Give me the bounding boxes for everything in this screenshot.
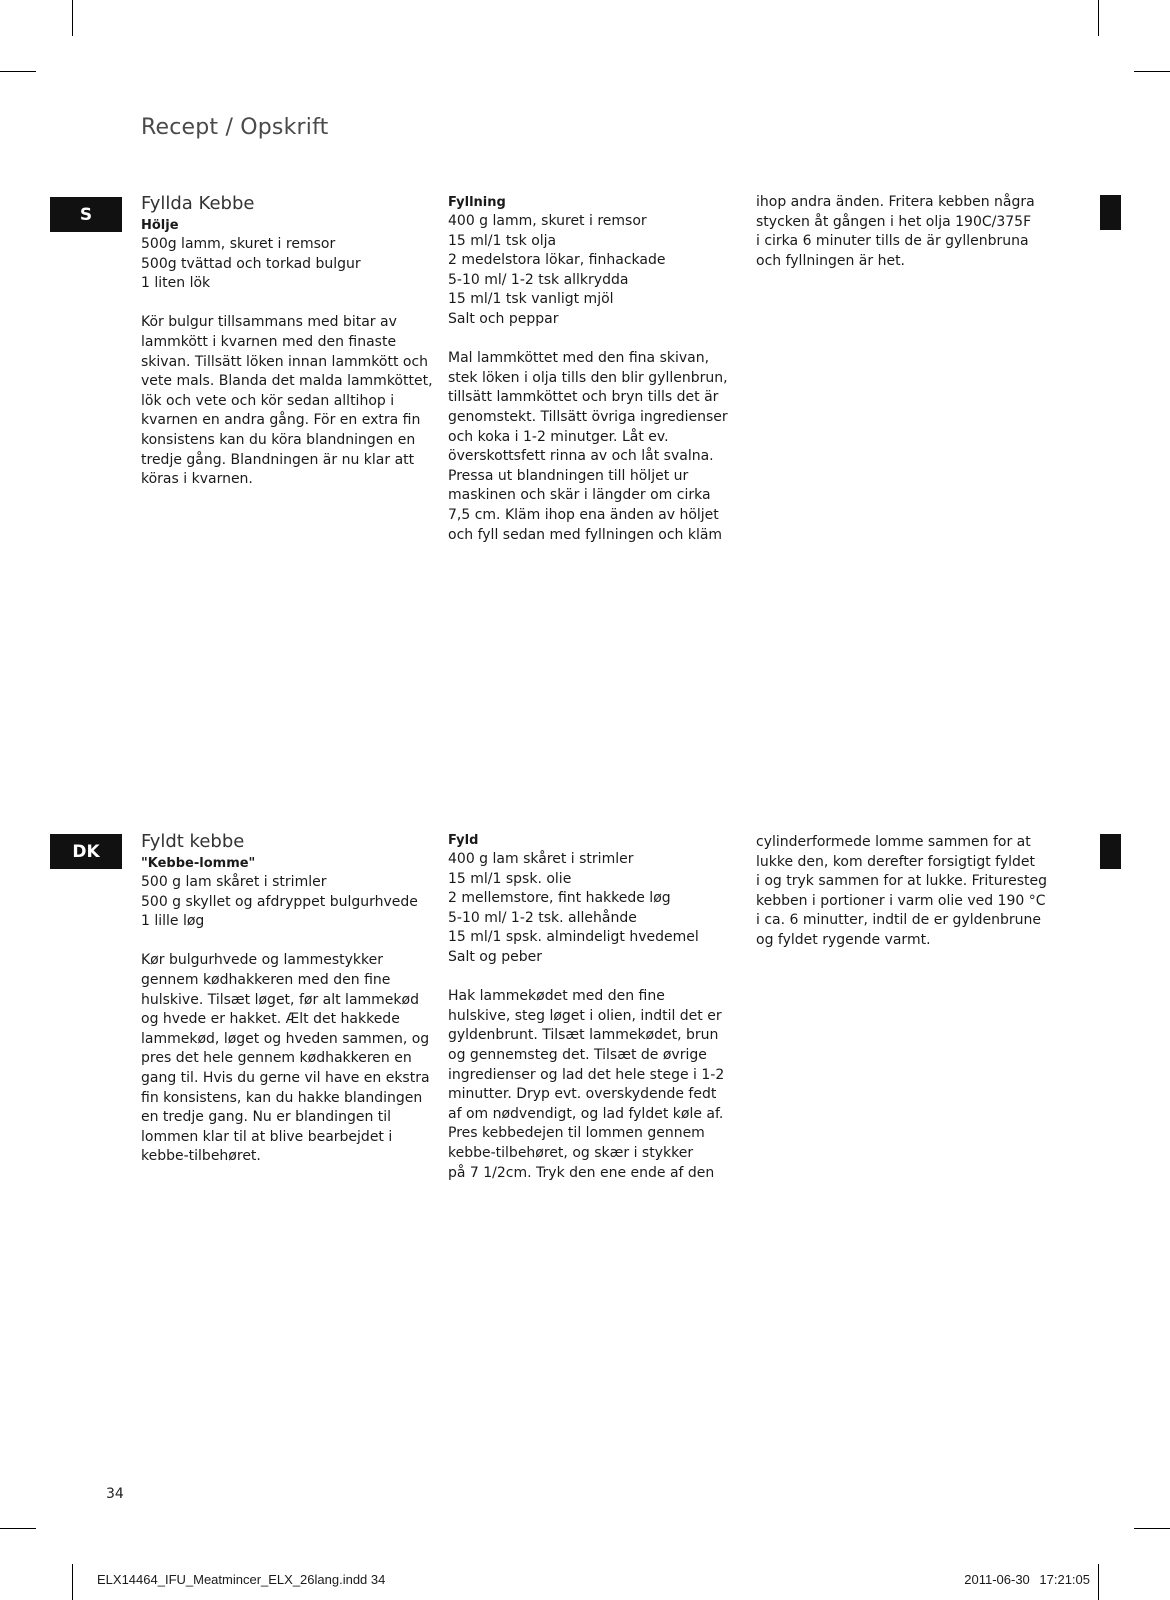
method-text	[448, 987, 725, 1183]
language-code: S	[79, 204, 93, 225]
text-line: lukke den, kom derefter forsigtigt fyldet	[756, 853, 1036, 870]
text-line: Kör bulgur tillsammans med bitar av	[141, 314, 397, 331]
text-line: 15 ml/1 spsk. olie	[448, 870, 572, 887]
text-line: Kør bulgurhvede og lammestykker	[141, 952, 384, 969]
text-line: skivan. Tillsätt löken innan lammkött och	[141, 353, 429, 370]
crop-mark	[1098, 1564, 1099, 1600]
text-line: köras i kvarnen.	[141, 471, 253, 488]
text-line: lommen klar til at blive bearbejdet i	[141, 1128, 393, 1145]
crop-mark	[0, 1528, 36, 1529]
text-line: lammekød, løget og hveden sammen, og	[141, 1030, 430, 1047]
text-line: konsistens kan du köra blandningen en	[141, 431, 416, 448]
ingredient-list	[141, 235, 411, 294]
text-line: 15 ml/1 tsk olja	[448, 232, 557, 249]
text-line: tredje gång. Blandningen är nu klar att	[141, 451, 415, 468]
recipe-title: Fyllda Kebbe	[141, 193, 255, 214]
text-line: ingredienser og lad det hele stege i 1-2	[448, 1066, 725, 1083]
crop-mark	[72, 1564, 73, 1600]
text-line: kebbe-tilbehøret.	[141, 1148, 261, 1165]
text-line: og gennemsteg det. Tilsæt de øvrige	[448, 1046, 707, 1063]
text-line: kvarnen en andra gång. För en extra fin	[141, 412, 421, 429]
text-line: Salt och peppar	[448, 310, 559, 327]
text-line: lammkött i kvarnen med den finaste	[141, 333, 397, 350]
text-line: en tredje gang. Nu er blandingen til	[141, 1109, 392, 1126]
method-text	[448, 349, 728, 545]
crop-mark	[1098, 0, 1099, 36]
language-tab-s	[50, 197, 122, 232]
text-line: fin konsistens, kan du hakke blandingen	[141, 1089, 423, 1106]
text-line: genomstekt. Tillsätt övriga ingredienser	[448, 408, 728, 425]
text-line: gennem kødhakkeren med den fine	[141, 971, 391, 988]
crop-mark	[1134, 1528, 1170, 1529]
recipe-column-1	[141, 192, 433, 490]
text-line: Pres kebbedejen til lommen gennem	[448, 1125, 705, 1142]
text-line: på 7 1/2cm. Tryk den ene ende af den	[448, 1164, 715, 1181]
method-text	[756, 833, 1048, 951]
text-line: 2 medelstora lökar, finhackade	[448, 252, 666, 269]
method-text	[141, 951, 430, 1167]
text-line: ihop andra änden. Fritera kebben några	[756, 194, 1035, 210]
crop-mark	[72, 0, 73, 36]
text-line: 5-10 ml/ 1-2 tsk allkrydda	[448, 271, 629, 288]
language-tab-dk	[50, 834, 122, 869]
text-line: og fyldet rygende varmt.	[756, 931, 931, 948]
text-line: 500 g skyllet og afdryppet bulgurhvede	[141, 893, 418, 910]
text-line: og hvede er hakket. Ælt det hakkede	[141, 1011, 400, 1028]
method-text	[141, 313, 433, 489]
crop-mark	[0, 71, 36, 72]
text-line: lök och vete och kör sedan alltihop i	[141, 392, 395, 409]
section-subtitle: Hölje	[141, 218, 179, 233]
text-line: af om nødvendigt, og lad fyldet køle af.	[448, 1105, 724, 1122]
text-line: i ca. 6 minutter, indtil de er gyldenbrune	[756, 912, 1041, 929]
recipe-column-2	[448, 831, 725, 1183]
text-line: och koka i 1-2 minutger. Låt ev.	[448, 428, 669, 445]
text-line: i og tryk sammen for at lukke. Frituresteg	[756, 873, 1048, 890]
text-line: 500 g lam skåret i strimler	[141, 874, 327, 890]
text-line: och fyllningen är het.	[756, 252, 906, 269]
section-subtitle: Fyld	[448, 833, 479, 848]
text-line: 5-10 ml/ 1-2 tsk. allehånde	[448, 909, 637, 926]
text-line: Pressa ut blandningen till höljet ur	[448, 467, 689, 484]
ingredient-list	[141, 873, 418, 932]
text-line: hulskive, steg løget i olien, indtil det er	[448, 1007, 722, 1024]
text-line: Hak lammekødet med den fine	[448, 988, 665, 1005]
recipe-column-3	[756, 833, 1048, 951]
crop-mark	[1134, 71, 1170, 72]
text-line: kebbe-tilbehøret, og skær i stykker	[448, 1144, 694, 1161]
language-code: DK	[72, 841, 100, 862]
recipe-column-2	[448, 193, 728, 545]
page-number: 34	[106, 1486, 124, 1502]
text-line: 500g lamm, skuret i remsor	[141, 236, 336, 252]
ingredient-list	[448, 212, 718, 330]
ingredient-list	[448, 850, 718, 968]
text-line: Salt og peber	[448, 948, 542, 965]
text-line: 500g tvättad och torkad bulgur	[141, 255, 361, 272]
recipe-title: Fyldt kebbe	[141, 831, 245, 852]
text-line: i cirka 6 minuter tills de är gyllenbruna	[756, 233, 1029, 250]
section-subtitle: "Kebbe-lomme"	[141, 856, 256, 871]
text-line: stycken åt gången i het olja 190C/375F	[756, 213, 1032, 230]
text-line: pres det hele gennem kødhakkeren en	[141, 1050, 412, 1067]
text-line: 400 g lam skåret i strimler	[448, 851, 634, 867]
text-line: Mal lammköttet med den fina skivan,	[448, 350, 710, 367]
side-marker	[1100, 834, 1121, 869]
method-text	[756, 193, 1035, 271]
recipe-column-3	[756, 193, 1035, 271]
text-line: 1 liten lök	[141, 275, 211, 292]
text-line: 1 lille løg	[141, 913, 205, 930]
text-line: maskinen och skär i längder om cirka	[448, 487, 711, 504]
text-line: gyldenbrunt. Tilsæt lammekødet, brun	[448, 1027, 719, 1044]
print-timestamp: 2011-06-30 17:21:05	[964, 1572, 1090, 1587]
text-line: 400 g lamm, skuret i remsor	[448, 213, 647, 229]
text-line: stek löken i olja tills den blir gyllenbrun,	[448, 369, 728, 386]
side-marker	[1100, 195, 1121, 230]
section-subtitle: Fyllning	[448, 195, 506, 210]
text-line: cylinderformede lomme sammen for at	[756, 834, 1031, 850]
text-line: gang til. Hvis du gerne vil have en ekstra	[141, 1069, 430, 1086]
file-slug: ELX14464_IFU_Meatmincer_ELX_26lang.indd 34	[97, 1572, 386, 1587]
text-line: minutter. Dryp evt. overskydende fedt	[448, 1086, 717, 1103]
text-line: och fyll sedan med fyllningen och kläm	[448, 526, 723, 543]
text-line: 15 ml/1 tsk vanligt mjöl	[448, 291, 614, 308]
recipe-column-1	[141, 830, 430, 1167]
text-line: 15 ml/1 spsk. almindeligt hvedemel	[448, 929, 699, 946]
text-line: kebben i portioner i varm olie ved 190 °C	[756, 892, 1046, 909]
text-line: 2 mellemstore, fint hakkede løg	[448, 890, 671, 907]
text-line: överskottsfett rinna av och låt svalna.	[448, 448, 714, 465]
page-title: Recept / Opskrift	[141, 115, 329, 140]
text-line: tillsätt lammköttet och bryn tills det är	[448, 389, 719, 406]
text-line: vete mals. Blanda det malda lammköttet,	[141, 373, 433, 390]
text-line: hulskive. Tilsæt løget, før alt lammekød	[141, 991, 419, 1008]
text-line: 7,5 cm. Kläm ihop ena änden av höljet	[448, 506, 719, 523]
